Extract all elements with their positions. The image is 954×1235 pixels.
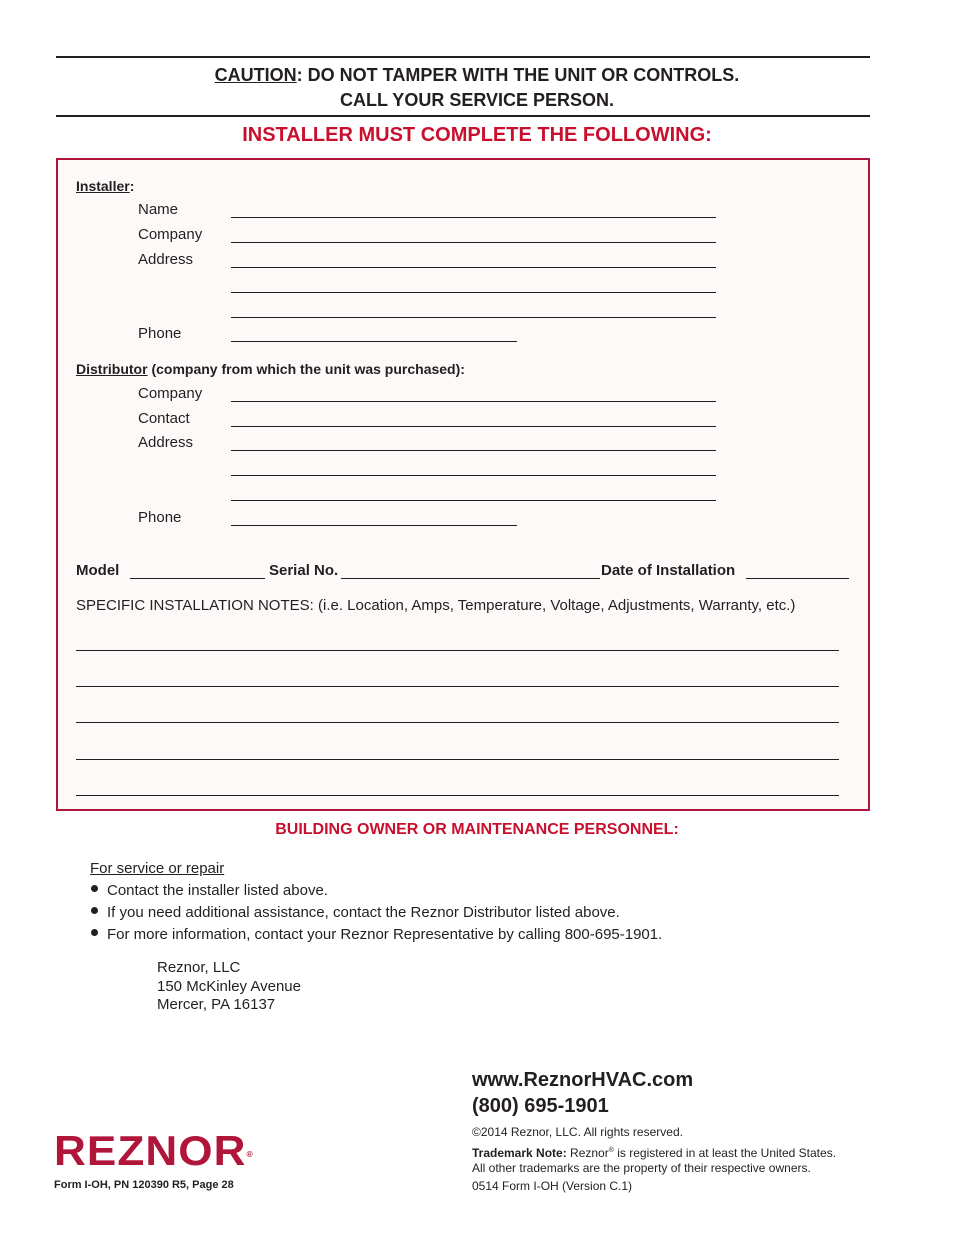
copyright-text: ©2014 Reznor, LLC. All rights reserved. <box>472 1125 683 1139</box>
logo-reg-mark: ® <box>246 1150 254 1159</box>
installer-address-field-3[interactable] <box>231 317 716 318</box>
installer-name-field[interactable] <box>231 217 716 218</box>
distributor-phone-label: Phone <box>138 509 182 526</box>
form-version-text: 0514 Form I-OH (Version C.1) <box>472 1179 633 1193</box>
distributor-address-label: Address <box>138 434 194 451</box>
service-bullet-1: Contact the installer listed above. <box>107 882 328 899</box>
distributor-title: Distributor <box>76 361 148 377</box>
distributor-contact-label: Contact <box>138 410 190 427</box>
reznor-logo <box>54 1127 254 1174</box>
notes-line-3[interactable] <box>76 722 839 723</box>
service-bullet-3: For more information, contact your Reznor Representative by calling 800-695-1901. <box>107 926 663 943</box>
top-rule <box>56 56 870 58</box>
trademark-reg-mark: ® <box>608 1147 614 1154</box>
company-address-line-2: 150 McKinley Avenue <box>157 978 301 995</box>
installation-notes-label: SPECIFIC INSTALLATION NOTES: (i.e. Location, Amps, Temperature, Voltage, Adjustments, Warranty, etc.) <box>76 597 796 614</box>
serial-label: Serial No. <box>269 562 339 579</box>
service-bullet-2: If you need additional assistance, contact the Reznor Distributor listed above. <box>107 904 620 921</box>
website-link[interactable]: www.ReznorHVAC.com <box>472 1069 694 1091</box>
logo-text: REZNOR <box>54 1127 247 1174</box>
caution-line-1-text: : DO NOT TAMPER WITH THE UNIT OR CONTROLS. <box>296 65 740 85</box>
notes-line-4[interactable] <box>76 759 839 760</box>
distributor-subtitle: (company from which the unit was purchased): <box>147 361 465 377</box>
distributor-section-title <box>76 360 465 378</box>
trademark-rest: is registered in at least the United States. <box>613 1146 837 1160</box>
distributor-company-label: Company <box>138 385 203 402</box>
installer-address-field-1[interactable] <box>231 267 716 268</box>
installer-heading: INSTALLER MUST COMPLETE THE FOLLOWING: <box>242 124 712 146</box>
distributor-address-field-2[interactable] <box>231 475 716 476</box>
serial-field[interactable] <box>341 578 600 579</box>
caution-label: CAUTION <box>214 65 297 85</box>
trademark-brand: Reznor <box>570 1146 609 1160</box>
distributor-address-field-3[interactable] <box>231 500 716 501</box>
other-trademarks-text: All other trademarks are the property of their respective owners. <box>472 1161 811 1175</box>
distributor-address-field-1[interactable] <box>231 450 716 451</box>
notes-line-5[interactable] <box>76 795 839 796</box>
company-address-line-1: Reznor, LLC <box>157 959 241 976</box>
date-of-installation-field[interactable] <box>746 578 849 579</box>
distributor-company-field[interactable] <box>231 401 716 402</box>
phone-number: (800) 695-1901 <box>472 1095 609 1117</box>
date-of-installation-label: Date of Installation <box>601 562 736 579</box>
installer-title-colon: : <box>129 178 135 194</box>
model-field[interactable] <box>130 578 265 579</box>
caution-line-2: CALL YOUR SERVICE PERSON. <box>339 90 615 110</box>
trademark-label: Trademark Note: <box>472 1146 567 1160</box>
notes-line-1[interactable] <box>76 650 839 651</box>
installer-phone-label: Phone <box>138 325 182 342</box>
bullet-icon <box>91 907 98 914</box>
owner-heading: BUILDING OWNER OR MAINTENANCE PERSONNEL: <box>275 821 679 838</box>
installer-address-field-2[interactable] <box>231 292 716 293</box>
installer-title: Installer <box>76 178 130 194</box>
company-address-line-3: Mercer, PA 16137 <box>157 996 276 1013</box>
installer-address-label: Address <box>138 251 194 268</box>
notes-line-2[interactable] <box>76 686 839 687</box>
model-label: Model <box>76 562 120 579</box>
middle-rule <box>56 115 870 117</box>
bullet-icon <box>91 929 98 936</box>
installer-company-label: Company <box>138 226 203 243</box>
service-title: For service or repair <box>90 860 225 877</box>
distributor-phone-field[interactable] <box>231 525 517 526</box>
form-page-text: Form I-OH, PN 120390 R5, Page 28 <box>54 1179 234 1191</box>
bullet-icon <box>91 885 98 892</box>
caution-line-1 <box>0 63 954 87</box>
trademark-note <box>472 1143 836 1161</box>
installer-section-title <box>76 177 134 195</box>
installer-phone-field[interactable] <box>231 341 517 342</box>
distributor-contact-field[interactable] <box>231 426 716 427</box>
installer-name-label: Name <box>138 201 179 218</box>
installer-company-field[interactable] <box>231 242 716 243</box>
